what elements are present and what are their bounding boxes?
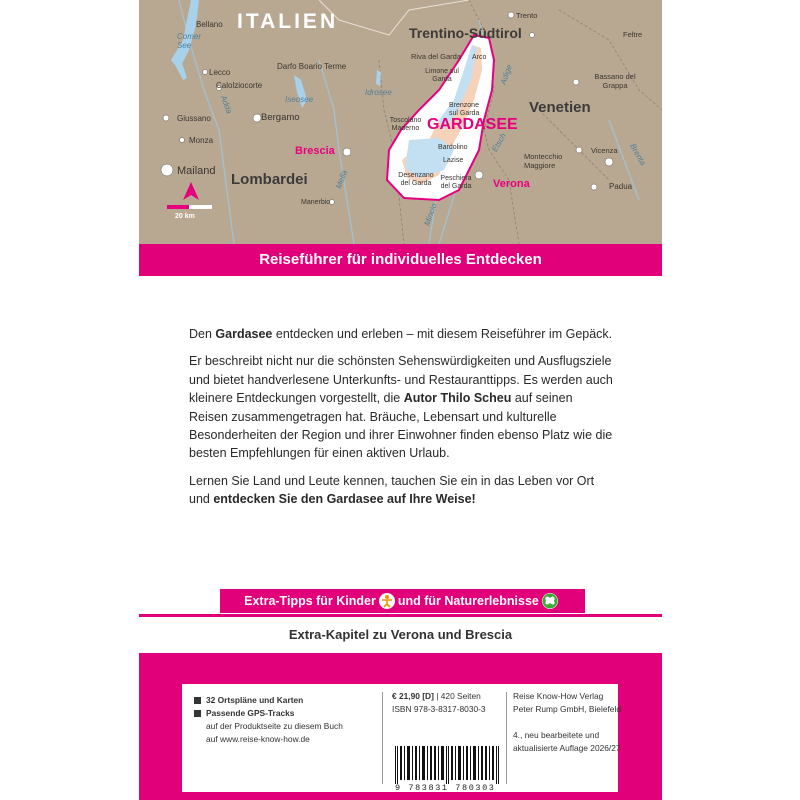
price-block: € 21,90 [D] | 420 Seiten ISBN 978-3-8317-8030-3 [392, 690, 512, 716]
map-place-label: Riva del Garda [411, 52, 462, 61]
barcode-graphic [395, 746, 499, 784]
feature-item: Passende GPS-Tracks [194, 707, 374, 720]
feature-subtext: auf www.reise-know-how.de [206, 734, 310, 744]
map-place-label: Trento [516, 11, 538, 20]
extra-chapter-label: Extra-Kapitel zu Verona und Brescia [288, 627, 513, 642]
map-place-label: Darfo Boario Terme [277, 62, 347, 71]
map-water-label: Iseosee [285, 95, 314, 104]
edition-line: aktualisierte Auflage 2026/27 [513, 743, 621, 753]
bottom-panel [139, 656, 662, 800]
map-water-label: Adda [218, 94, 234, 115]
book-back-cover [139, 0, 662, 800]
publisher-block [513, 690, 623, 755]
map-place-label: Toscolano Maderno [389, 117, 422, 132]
map-place-label: Lazise [443, 157, 464, 164]
blurb-text [189, 325, 614, 518]
map-country-label: ITALIEN [237, 10, 339, 33]
blurb-paragraph: Lernen Sie Land und Leute kennen, tauchen Sie ein in das Leben vor Ort und entdecken Sie den Gardasee auf Ihre Weise! [189, 473, 595, 507]
page-count: 420 Seiten [440, 691, 481, 701]
map-place-label: Lecco [209, 68, 231, 77]
map-place-label: Mailand [177, 165, 216, 177]
map-place-label: Bellano [196, 20, 223, 29]
blurb-paragraph: Er beschreibt nicht nur die schönsten Sehenswürdigkeiten und Ausflugsziele und bietet handverlesene Unterkunfts- und Restauranttipps. Es werden auch kleinere Entdeckungen vorgestellt, die Autor Thilo Scheu auf seinen Reisen zusammengetragen hat. Bräuche, Lebensart und kulturelle Besonderheiten der Region und ihrer Einwohner finden ebenso Platz wie die besten Empfehlungen für einen aktiven Urlaub. [189, 354, 613, 461]
map-place-label: Vicenza [591, 146, 618, 155]
butterfly-icon [542, 593, 558, 609]
map-water-label: Adige [498, 63, 514, 86]
tagline-banner: Reiseführer für individuelles Entdecken [139, 244, 662, 276]
map-place-label: Bergamo [261, 112, 300, 123]
child-icon [379, 593, 395, 609]
isbn: ISBN 978-3-8317-8030-3 [392, 704, 486, 714]
feature-subtext: auf der Produktseite zu diesem Buch [206, 721, 343, 731]
map-place-label: Montecchio Maggiore [524, 152, 563, 170]
barcode-number: 9 783831 780303 [395, 783, 496, 793]
features-list [194, 694, 374, 746]
map-region-label: Lombardei [231, 171, 308, 188]
map-place-label: Desenzano del Garda [398, 172, 434, 187]
map-lake-label: GARDASEE [427, 116, 518, 133]
map-city-brescia: Brescia [295, 145, 335, 157]
map-place-label: Peschiera del Garda [440, 175, 472, 190]
publisher-name: Reise Know-How Verlag [513, 691, 604, 701]
map-place-label: Arco [472, 54, 487, 61]
map-region-label: Trentino-Südtirol [409, 25, 522, 41]
extra-chapter-box [139, 614, 662, 656]
divider [382, 692, 383, 784]
price: € 21,90 [D] [392, 691, 434, 701]
publisher-company: Peter Rump GmbH, Bielefeld [513, 704, 621, 714]
map-region-label: Venetien [529, 99, 591, 116]
extra-tips-bar [220, 589, 585, 613]
feature-item: 32 Ortspläne und Karten [194, 694, 374, 707]
map-scale-label: 20 km [175, 213, 195, 220]
map-place-label: Manerbio [301, 199, 331, 206]
divider [506, 692, 507, 784]
map-place-label: Feltre [623, 30, 643, 39]
map-water-label: Mincio [422, 202, 439, 227]
map-place-label: Bassano del Grappa [594, 72, 636, 90]
map-place-label: Calolziocorte [216, 81, 263, 90]
map-place-label: Brenzone sul Garda [449, 102, 480, 117]
bullet-icon [194, 710, 201, 717]
tips-nature-label: und für Naturerlebnisse [397, 594, 539, 608]
map-water-label: Etsch [490, 131, 508, 154]
region-map [139, 0, 662, 244]
info-box [182, 684, 621, 793]
map-place-label: Bardolino [438, 144, 468, 151]
map-city-verona: Verona [493, 178, 530, 190]
edition-line: 4., neu bearbeitete und [513, 730, 600, 740]
map-water-label: Idrosee [365, 88, 392, 97]
bullet-icon [194, 697, 201, 704]
blurb-paragraph: Den Gardasee entdecken und erleben – mit diesem Reiseführer im Gepäck. [189, 327, 613, 341]
map-place-label: Monza [189, 136, 214, 145]
map-water-label: Comer See [177, 32, 202, 50]
tips-kids-label: Extra-Tipps für Kinder [244, 594, 376, 608]
map-place-label: Padua [609, 182, 633, 191]
map-water-label: Brenta [627, 142, 648, 167]
map-place-label: Giussano [177, 114, 211, 123]
map-water-label: Mella [334, 168, 350, 191]
map-place-label: Limone sul Garda [425, 68, 459, 83]
